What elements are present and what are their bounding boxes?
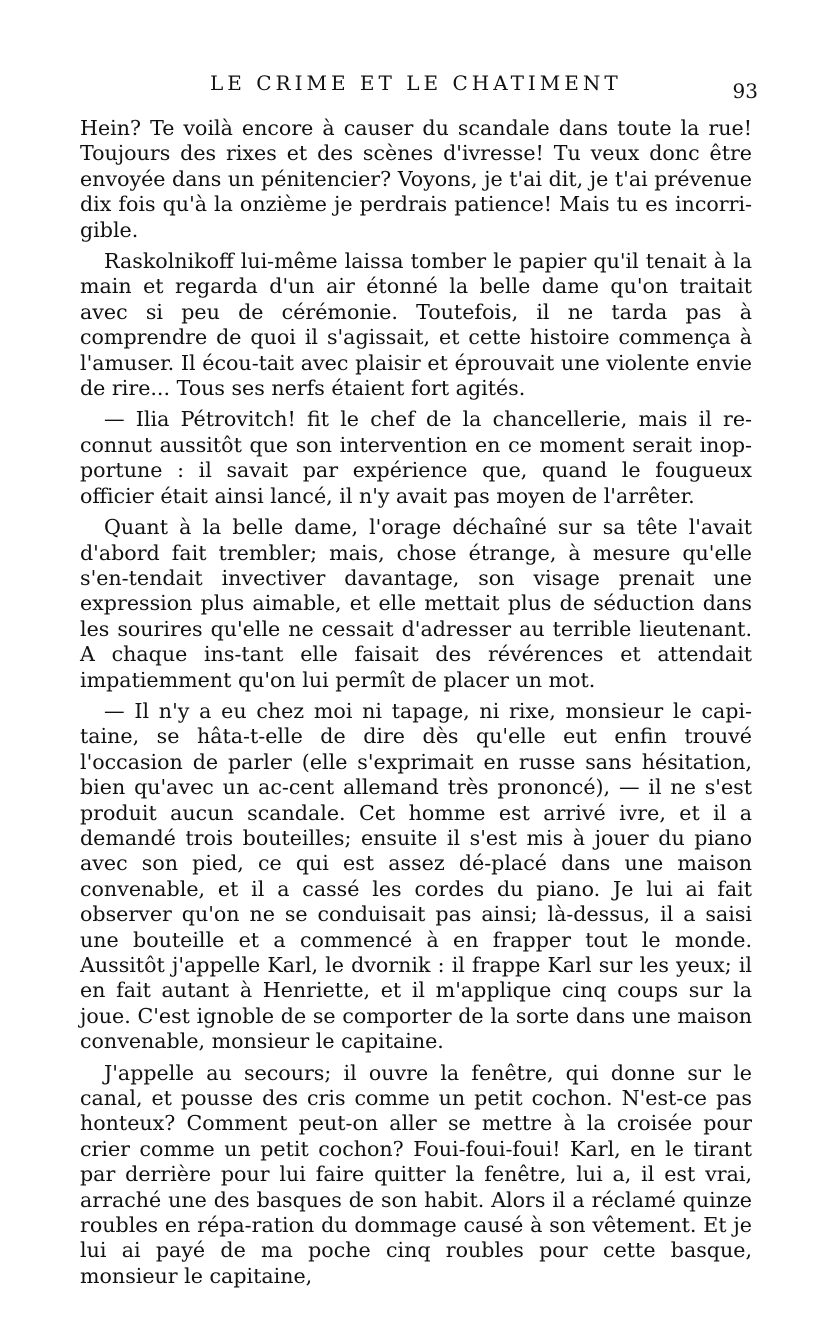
paragraph: — Ilia Pétrovitch! fit le chef de la chancellerie, mais il re-connut aussitôt que son intervention en ce moment serait inop-portune : il savait par expérience que, quand le fougueux officier était ainsi lancé, il n'y avait pas moyen de l'arrêter.: [80, 407, 752, 508]
page-number: 93: [732, 79, 758, 103]
paragraph: — Il n'y a eu chez moi ni tapage, ni rixe, monsieur le capi-taine, se hâta-t-elle de dire dès qu'elle eut enfin trouvé l'occasion de parler (elle s'exprimait en russe sans hésitation, bien qu'avec un ac-cent allemand très prononcé), — il ne s'est produit aucun scandale. Cet homme est arrivé ivre, et il a demandé trois bouteilles; ensuite il s'est mis à jouer du piano avec son pied, ce qui est assez dé-placé dans une maison convenable, et il a cassé les cordes du piano. Je lui ai fait observer qu'on ne se conduisait pas ainsi; là-dessus, il a saisi une bouteille et a commencé à en frapper tout le monde. Aussitôt j'appelle Karl, le dvornik : il frappe Karl sur les yeux; il en fait autant à Henriette, et il m'applique cinq coups sur la joue. C'est ignoble de se comporter de la sorte dans une maison convenable, monsieur le capitaine.: [80, 698, 752, 1054]
paragraph: Raskolnikoff lui-même laissa tomber le papier qu'il tenait à la main et regarda d'un air étonné la belle dame qu'on traitait avec si peu de cérémonie. Toutefois, il ne tarda pas à comprendre de quoi il s'agissait, et cette histoire commença à l'amuser. Il écou-tait avec plaisir et éprouvait une violente envie de rire... Tous ses nerfs étaient fort agités.: [80, 249, 752, 401]
running-title: LE CRIME ET LE CHATIMENT: [210, 71, 622, 95]
book-page: [80, 68, 758, 1295]
body-text: [80, 116, 752, 1289]
paragraph: Hein? Te voilà encore à causer du scandale dans toute la rue! Toujours des rixes et des scènes d'ivresse! Tu veux donc être envoyée dans un pénitencier? Voyons, je t'ai dit, je t'ai prévenue dix fois qu'à la onzième je perdrais patience! Mais tu es incorri-gible.: [80, 116, 752, 242]
paragraph: Quant à la belle dame, l'orage déchaîné sur sa tête l'avait d'abord fait trembler; mais, chose étrange, à mesure qu'elle s'en-tendait invectiver davantage, son visage prenait une expression plus aimable, et elle mettait plus de séduction dans les sourires qu'elle ne cessait d'adresser au terrible lieutenant. A chaque ins-tant elle faisait des révérences et attendait impatiemment qu'on lui permît de placer un mot.: [80, 515, 752, 692]
page-header: [80, 68, 758, 108]
paragraph: J'appelle au secours; il ouvre la fenêtre, qui donne sur le canal, et pousse des cris comme un petit cochon. N'est-ce pas honteux? Comment peut-on aller se mettre à la croisée pour crier comme un petit cochon? Foui-foui-foui! Karl, en le tirant par derrière pour lui faire quitter la fenêtre, lui a, il est vrai, arraché une des basques de son habit. Alors il a réclamé quinze roubles en répa-ration du dommage causé à son vêtement. Et je lui ai payé de ma poche cinq roubles pour cette basque, monsieur le capitaine,: [80, 1060, 752, 1288]
